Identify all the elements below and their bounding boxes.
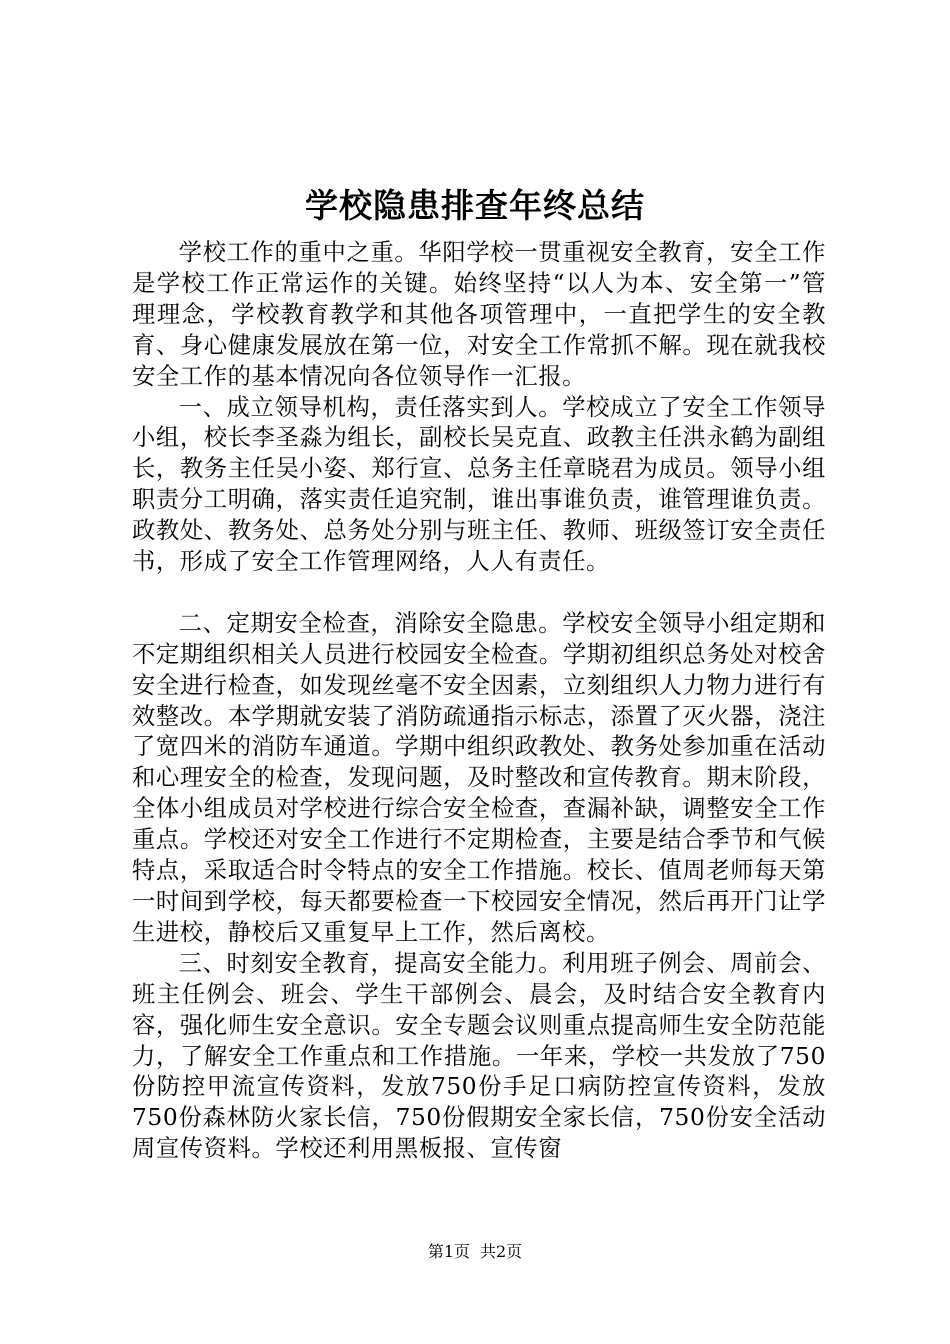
page-footer	[0, 1242, 950, 1262]
paragraph-intro: 学校工作的重中之重。华阳学校一贯重视安全教育，安全工作是学校工作正常运作的关键。始终坚持“以人为本、安全第一”管理理念，学校教育教学和其他各项管理中，一直把学生的安全教育、身心健康发展放在第一位，对安全工作常抓不解。现在就我校安全工作的基本情况向各位领导作一汇报。	[132, 239, 826, 390]
paragraph-section-2: 二、定期安全检查，消除安全隐患。学校安全领导小组定期和不定期组织相关人员进行校园安全检查。学期初组织总务处对校舍安全进行检查，如发现丝毫不安全因素，立刻组织人力物力进行有效整改。本学期就安装了消防疏通指示标志，添置了灭火器，浇注了宽四米的消防车通道。学期中组织政教处、教务处参加重在活动和心理安全的检查，发现问题，及时整改和宣传教育。期末阶段，全体小组成员对学校进行综合安全检查，查漏补缺，调整安全工作重点。学校还对安全工作进行不定期检查，主要是结合季节和气候特点，采取适合时令特点的安全工作措施。校长、值周老师每天第一时间到学校，每天都要检查一下校园安全情况，然后再开门让学生进校，静校后又重复早上工作，然后离校。	[132, 609, 826, 946]
page-total: 共2页	[480, 1242, 523, 1261]
paragraph-section-3: 三、时刻安全教育，提高安全能力。利用班子例会、周前会、班主任例会、班会、学生干部例会、晨会，及时结合安全教育内容，强化师生安全意识。安全专题会议则重点提高师生安全防范能力，了解安全工作重点和工作措施。一年来，学校一共发放了750份防控甲流宣传资料，发放750份手足口病防控宣传资料，发放750份森林防火家长信，750份假期安全家长信，750份安全活动周宣传资料。学校还利用黑板报、宣传窗	[132, 949, 826, 1163]
page-number: 第1页	[427, 1242, 470, 1261]
document-title: 学校隐患排查年终总结	[305, 186, 645, 225]
paragraph-section-1: 一、成立领导机构，责任落实到人。学校成立了安全工作领导小组，校长李圣淼为组长，副校长吴克直、政教主任洪永鹤为副组长，教务主任吴小姿、郑行宣、总务主任章晓君为成员。领导小组职责分工明确，落实责任追究制，谁出事谁负责，谁管理谁负责。政教处、教务处、总务处分别与班主任、教师、班级签订安全责任书，形成了安全工作管理网络，人人有责任。	[132, 393, 826, 576]
document-body	[132, 238, 826, 1165]
